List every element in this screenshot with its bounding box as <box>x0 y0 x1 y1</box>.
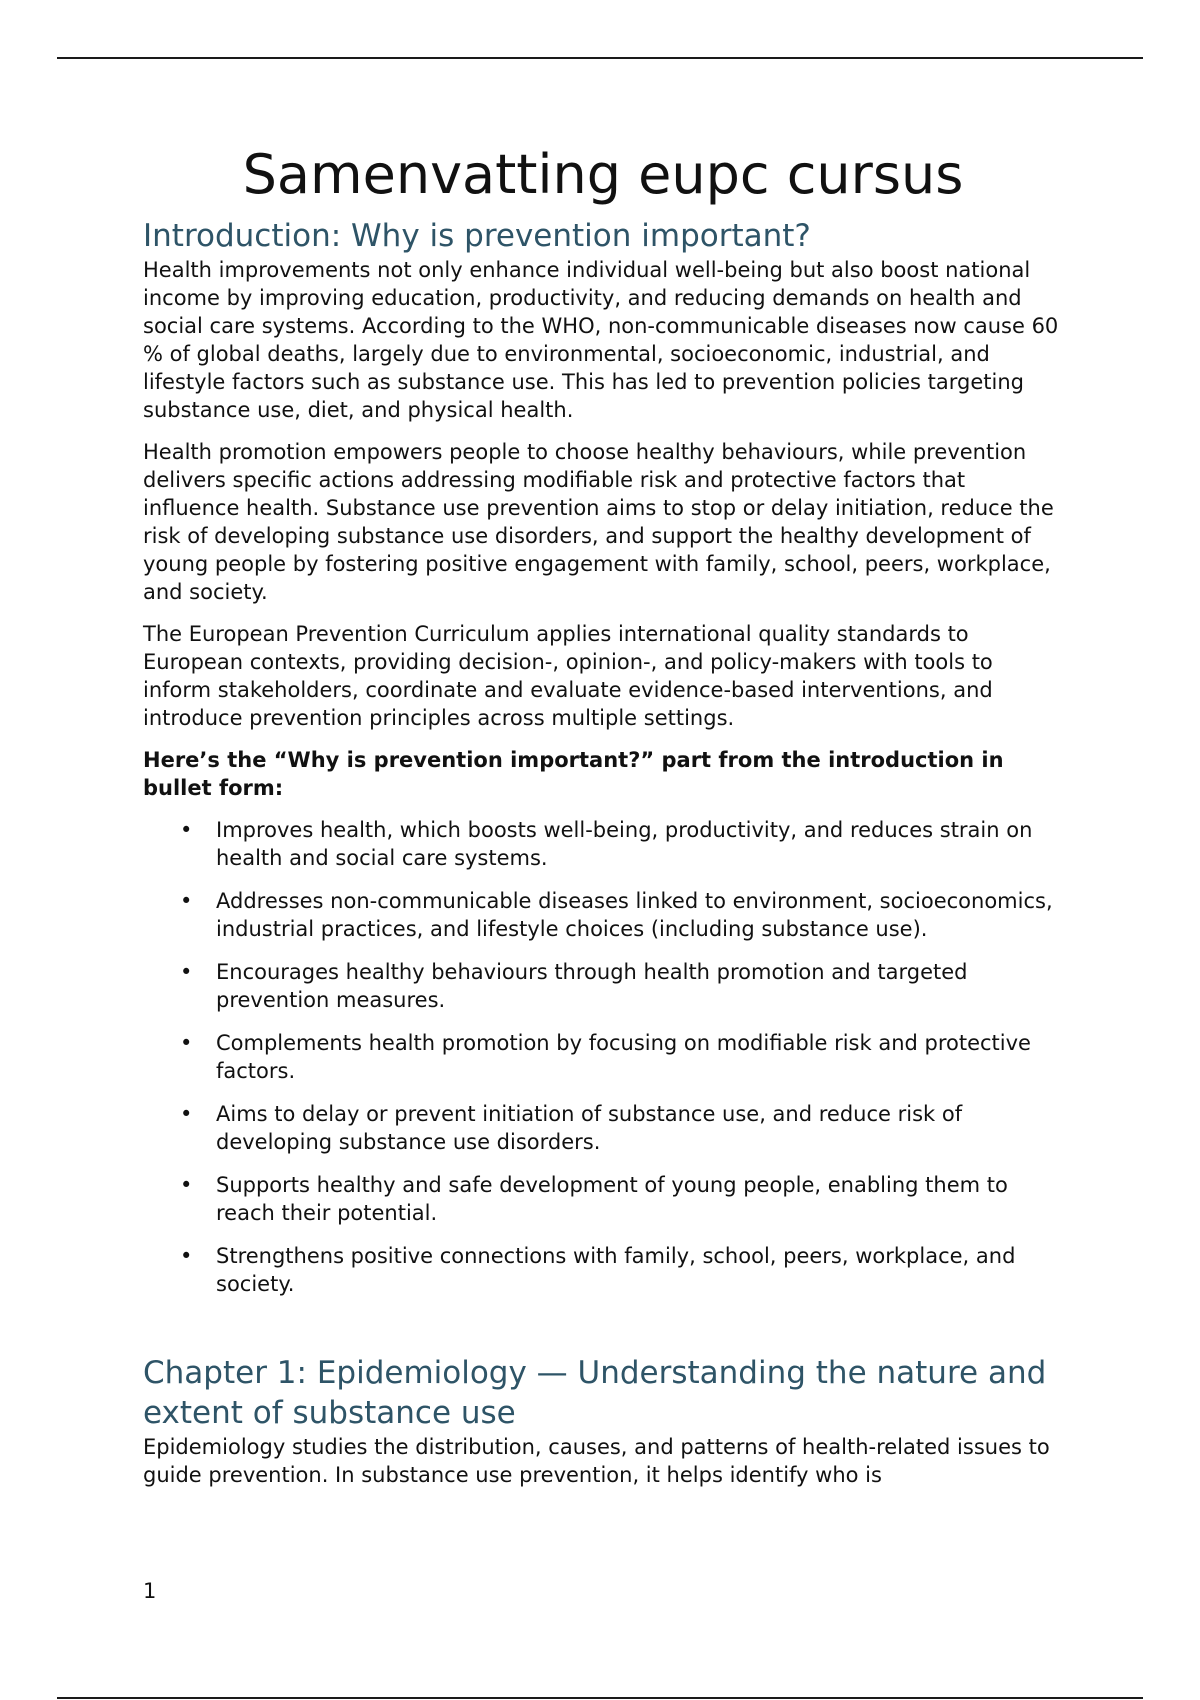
list-item <box>143 1242 1063 1298</box>
bullet-icon: • <box>180 1031 193 1055</box>
footer-rule <box>57 1697 1143 1699</box>
list-item-text: Encourages healthy behaviours through health promotion and targeted prevention measures. <box>216 960 968 1012</box>
bullet-lead-text: Here’s the “Why is prevention important?” part from the introduction in bullet form: <box>143 748 1004 800</box>
bullet-icon: • <box>180 1244 193 1268</box>
list-item <box>143 887 1063 943</box>
list-item-text: Strengthens positive connections with family, school, peers, workplace, and society. <box>216 1244 1016 1296</box>
document-title: Samenvatting eupc cursus <box>242 143 964 206</box>
list-item <box>143 1100 1063 1156</box>
intro-paragraph-3: The European Prevention Curriculum applies international quality standards to European contexts, providing decision-, opinion-, and policy-makers with tools to inform stakeholders, coordinate and evaluate evidence-based interventions, and introduce prevention principles across multiple settings. <box>143 622 993 730</box>
list-item-text: Addresses non-communicable diseases linked to environment, socioeconomics, industrial practices, and lifestyle choices (including substance use). <box>216 889 1053 941</box>
intro-paragraph-1: Health improvements not only enhance individual well-being but also boost national income by improving education, productivity, and reducing demands on health and social care systems. According to the WHO, non-communicable diseases now cause 60 % of global deaths, largely due to environmental, socioeconomic, industrial, and lifestyle factors such as substance use. This has led to prevention policies targeting substance use, diet, and physical health. <box>143 258 1059 422</box>
list-item <box>143 1029 1063 1085</box>
page-content <box>143 140 1063 1503</box>
list-item-text: Aims to delay or prevent initiation of substance use, and reduce risk of developing substance use disorders. <box>216 1102 963 1154</box>
list-item <box>143 958 1063 1014</box>
chapter-1-heading: Chapter 1: Epidemiology — Understanding the nature and extent of substance use <box>143 1355 1047 1431</box>
list-item-text: Supports healthy and safe development of young people, enabling them to reach their potential. <box>216 1173 1008 1225</box>
bullet-icon: • <box>180 1173 193 1197</box>
page-number: 1 <box>143 1579 157 1603</box>
bullet-icon: • <box>180 818 193 842</box>
list-item-text: Improves health, which boosts well-being, productivity, and reduces strain on health and social care systems. <box>216 818 1033 870</box>
intro-heading: Introduction: Why is prevention important? <box>143 218 811 254</box>
bullet-icon: • <box>180 960 193 984</box>
list-item <box>143 1171 1063 1227</box>
bullet-list <box>143 816 1063 1298</box>
intro-paragraph-2: Health promotion empowers people to choose healthy behaviours, while prevention delivers specific actions addressing modifiable risk and protective factors that influence health. Substance use prevention aims to stop or delay initiation, reduce the risk of developing substance use disorders, and support the healthy development of young people by fostering positive engagement with family, school, peers, workplace, and society. <box>143 440 1054 604</box>
list-item-text: Complements health promotion by focusing on modifiable risk and protective factors. <box>216 1031 1031 1083</box>
header-rule <box>57 57 1143 59</box>
bullet-icon: • <box>180 889 193 913</box>
chapter-1-paragraph: Epidemiology studies the distribution, causes, and patterns of health-related issues to guide prevention. In substance use prevention, it helps identify who is <box>143 1435 1050 1487</box>
bullet-icon: • <box>180 1102 193 1126</box>
list-item <box>143 816 1063 872</box>
